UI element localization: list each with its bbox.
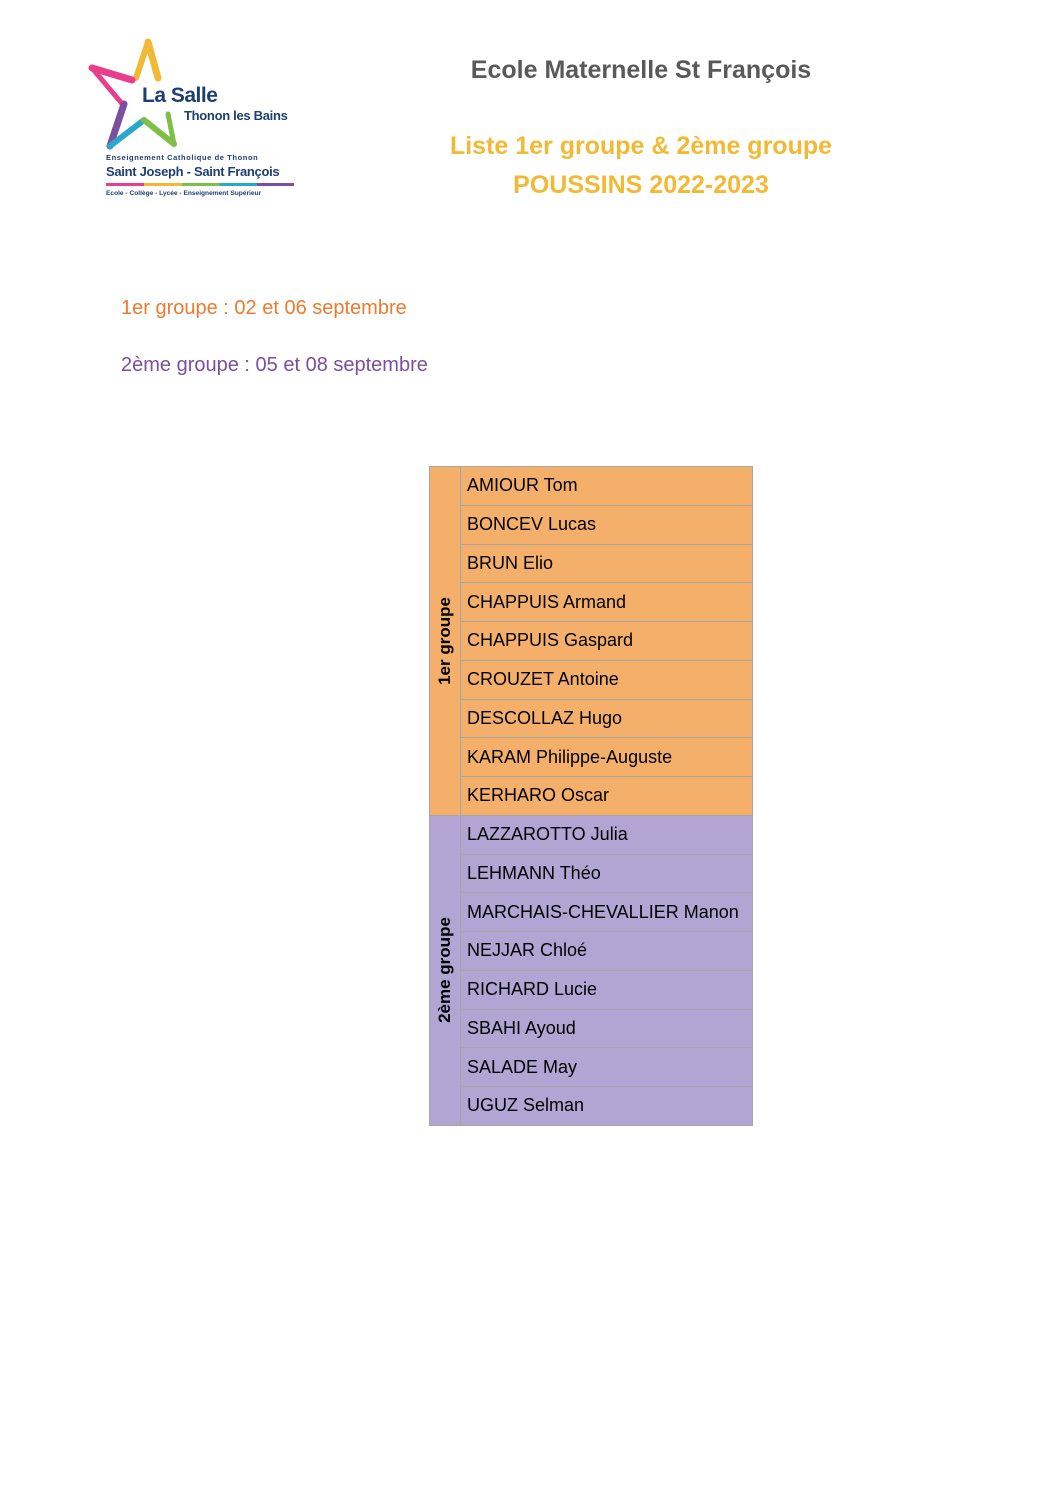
student-name: UGUZ Selman <box>461 1087 753 1126</box>
group-label: 1er groupe <box>435 596 454 685</box>
student-name: CROUZET Antoine <box>461 660 753 699</box>
student-name: SBAHI Ayoud <box>461 1009 753 1048</box>
group1-dates: 1er groupe : 02 et 06 septembre <box>121 297 407 319</box>
page-subtitle: POUSSINS 2022-2023 <box>513 171 769 199</box>
table-row <box>430 467 753 506</box>
table-row <box>430 1087 753 1126</box>
table-row <box>430 854 753 893</box>
table-row <box>430 970 753 1009</box>
student-name: KERHARO Oscar <box>461 777 753 816</box>
student-name: LAZZAROTTO Julia <box>461 815 753 854</box>
group2-dates: 2ème groupe : 05 et 08 septembre <box>121 354 428 376</box>
student-name: KARAM Philippe-Auguste <box>461 738 753 777</box>
student-name: CHAPPUIS Armand <box>461 583 753 622</box>
page-title: Liste 1er groupe & 2ème groupe <box>449 132 833 160</box>
logo-network: Enseignement Catholique de Thonon <box>106 153 259 162</box>
logo-town: Thonon les Bains <box>184 108 288 123</box>
logo-schools: Saint Joseph - Saint François <box>106 164 280 179</box>
student-name: NEJJAR Chloé <box>461 932 753 971</box>
logo-color-bar <box>106 183 294 186</box>
table-row <box>430 738 753 777</box>
school-name: Ecole Maternelle St François <box>470 56 812 84</box>
table-row <box>430 893 753 932</box>
student-name: LEHMANN Théo <box>461 854 753 893</box>
table-row <box>430 1048 753 1087</box>
table-row <box>430 622 753 661</box>
logo-levels: Ecole - Collège - Lycée - Enseignement Supérieur <box>106 190 262 197</box>
table-row <box>430 583 753 622</box>
student-name: SALADE May <box>461 1048 753 1087</box>
student-name: BRUN Elio <box>461 544 753 583</box>
group-label-cell <box>430 815 461 1125</box>
table-row <box>430 544 753 583</box>
table-row <box>430 660 753 699</box>
table-row <box>430 815 753 854</box>
student-name: MARCHAIS-CHEVALLIER Manon <box>461 893 753 932</box>
roster-table <box>429 466 753 1126</box>
student-name: DESCOLLAZ Hugo <box>461 699 753 738</box>
school-logo <box>88 38 303 208</box>
student-name: BONCEV Lucas <box>461 505 753 544</box>
table-row <box>430 777 753 816</box>
student-name: AMIOUR Tom <box>461 467 753 506</box>
student-name: CHAPPUIS Gaspard <box>461 622 753 661</box>
table-row <box>430 932 753 971</box>
group-label: 2ème groupe <box>435 917 454 1024</box>
table-row <box>430 505 753 544</box>
table-row <box>430 1009 753 1048</box>
student-name: RICHARD Lucie <box>461 970 753 1009</box>
group-label-cell <box>430 467 461 816</box>
logo-name: La Salle <box>142 84 218 107</box>
table-row <box>430 699 753 738</box>
